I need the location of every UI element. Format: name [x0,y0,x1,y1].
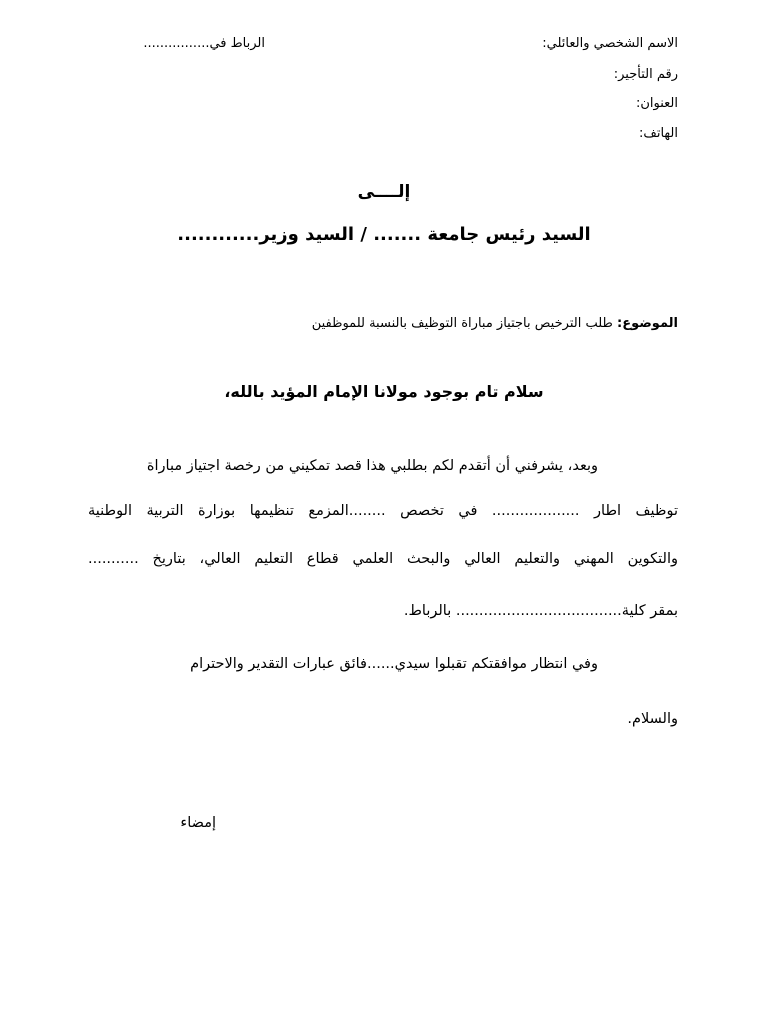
body-line-1: وبعد، يشرفني أن أتقدم لكم بطلبي هذا قصد تمكيني من رخصة اجتياز مباراة [146,458,598,474]
body-line-2: توظيف اطار ................... في تخصص ........المزمع تنظيمها بوزارة التربية الوطنية [88,503,678,519]
body-line-3: والتكوين المهني والتعليم العالي والبحث العلمي قطاع التعليم العالي، بتاريخ ........... [88,551,678,567]
full-name-label: الاسم الشخصي والعائلي: [542,36,678,51]
address-label: العنوان: [635,96,678,111]
subject-label: الموضوع: [617,316,678,331]
subject-text: طلب الترخيص باجتياز مباراة التوظيف بالنسبة للموظفين [311,316,617,331]
salutation-line: والسلام. [627,711,678,727]
signature-label: إمضاء [180,815,216,831]
addressee-line: السيد رئيس جامعة ....... / السيد وزير............ [177,224,591,245]
subject-line [312,316,678,331]
to-heading: إلــــى [357,182,411,202]
closing-line: وفي انتظار موافقتكم تقبلوا سيدي......فائق عبارات التقدير والاحترام [190,656,598,672]
registration-number-label: رقم التأجير: [613,67,678,82]
greeting-line: سلام تام بوجود مولانا الإمام المؤيد بالله، [224,382,544,401]
body-line-4: بمقر كلية.................................... بالرباط. [403,603,678,619]
phone-label: الهاتف: [639,126,678,141]
place-date-label: الرباط في................ [143,36,265,51]
